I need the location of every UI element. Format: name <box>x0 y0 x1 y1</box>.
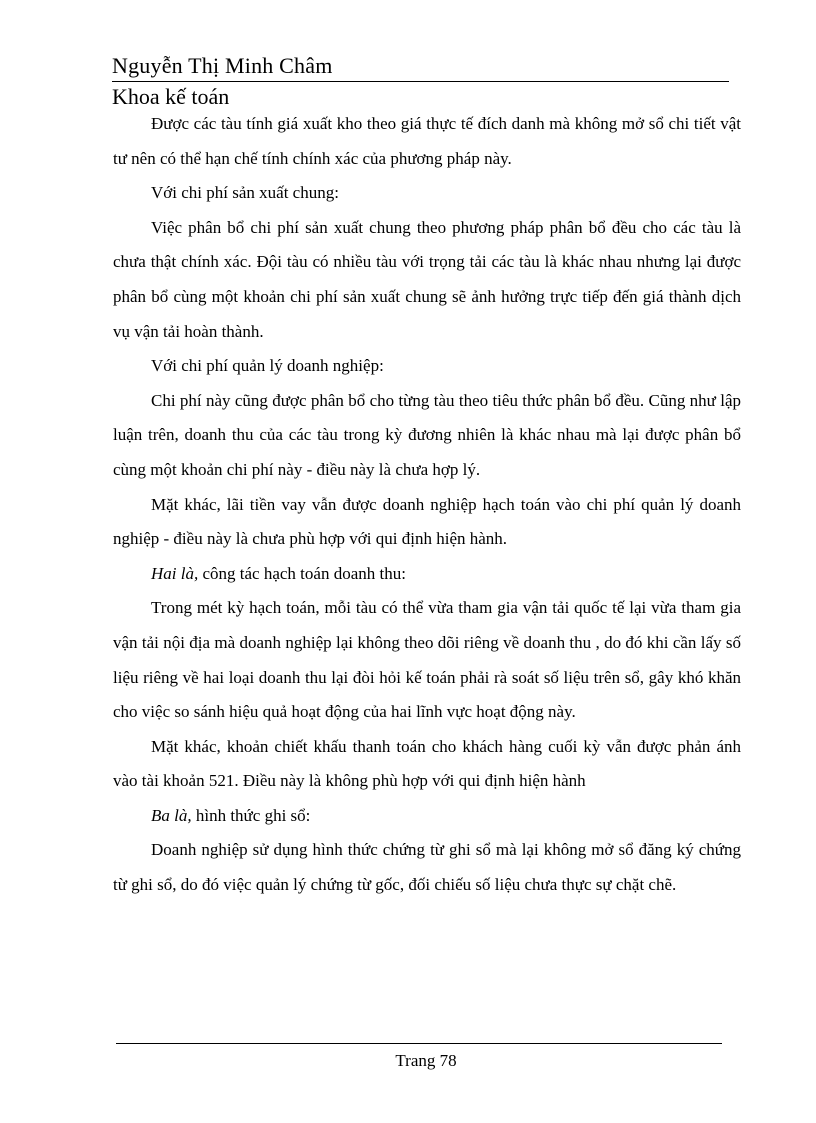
footer-divider <box>116 1043 722 1044</box>
section-lead-italic: Ba là, <box>151 805 192 825</box>
paragraph <box>113 557 741 592</box>
section-heading-text: hình thức ghi sổ: <box>191 805 311 825</box>
paragraph: Được các tàu tính giá xuất kho theo giá thực tế đích danh mà không mở sổ chi tiết vật tư nên có thể hạn chế tính chính xác của phương pháp này. <box>113 114 741 168</box>
author-name: Nguyễn Thị Minh Châm <box>112 53 333 78</box>
paragraph: Mặt khác, khoản chiết khấu thanh toán cho khách hàng cuối kỳ vẫn được phản ánh vào tài khoản 521. Điều này là không phù hợp với qui định hiện hành <box>113 736 741 791</box>
section-lead-italic: Hai là, <box>151 563 199 583</box>
page-number: Trang 78 <box>395 1051 457 1070</box>
paragraph: Trong mét kỳ hạch toán, mỗi tàu có thể vừa tham gia vận tải quốc tế lại vừa tham gia vận tải nội địa mà doanh nghiệp lại không theo dõi riêng về doanh thu , do đó khi cần lấy số liệu riêng về hai loại doanh thu lại đòi hỏi kế toán phải rà soát số liệu trên sổ, gây khó khăn cho việc so sánh hiệu quả hoạt động của hai lĩnh vực hoạt động này. <box>113 598 741 722</box>
document-body <box>113 107 741 903</box>
faculty-name: Khoa kế toán <box>112 84 230 109</box>
paragraph: Với chi phí sản xuất chung: <box>151 183 339 203</box>
paragraph: Mặt khác, lãi tiền vay vẫn được doanh nghiệp hạch toán vào chi phí quản lý doanh nghiệp - điều này là chưa phù hợp với qui định hiện hành. <box>113 494 741 549</box>
paragraph: Việc phân bổ chi phí sản xuất chung theo phương pháp phân bổ đều cho các tàu là chưa thật chính xác. Đội tàu có nhiều tàu với trọng tải các tàu là khác nhau nhưng lại được phân bổ cùng một khoản chi phí sản xuất chung sẽ ảnh hưởng trực tiếp đến giá thành dịch vụ vận tải hoàn thành. <box>113 217 741 341</box>
paragraph: Chi phí này cũng được phân bổ cho từng tàu theo tiêu thức phân bổ đều. Cũng như lập luận trên, doanh thu của các tàu trong kỳ đương nhiên là khác nhau mà lại được phân bổ cùng một khoản chi phí này - điều này là chưa hợp lý. <box>113 390 741 479</box>
paragraph <box>113 799 741 834</box>
header-divider <box>112 81 729 82</box>
paragraph: Doanh nghiệp sử dụng hình thức chứng từ ghi sổ mà lại không mở sổ đăng ký chứng từ ghi sổ, do đó việc quản lý chứng từ gốc, đối chiếu số liệu chưa thực sự chặt chẽ. <box>113 840 741 895</box>
section-heading-text: công tác hạch toán doanh thu: <box>198 563 406 583</box>
paragraph: Với chi phí quản lý doanh nghiệp: <box>151 356 384 376</box>
